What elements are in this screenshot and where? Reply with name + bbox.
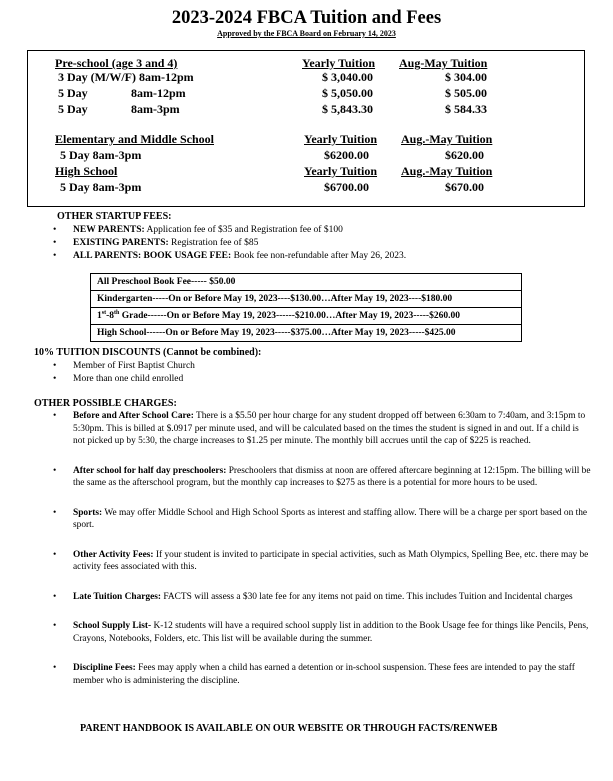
list-item-label: EXISTING PARENTS: xyxy=(73,238,169,248)
tuition-table xyxy=(27,50,585,207)
yearly-tuition-heading: Yearly Tuition xyxy=(302,56,376,70)
tuition-row-label: 3 Day (M/W/F) 8am-12pm xyxy=(58,70,194,84)
tuition-row-label: 5 Day 8am-3pm xyxy=(60,148,142,162)
tuition-row xyxy=(28,85,584,101)
charges-heading: OTHER POSSIBLE CHARGES: xyxy=(34,398,177,409)
list-item-label: NEW PARENTS: xyxy=(73,225,145,235)
list-item xyxy=(53,224,593,237)
list-item-text: If your student is invited to participate in special activities, such as Math Olympics, Spelling Bee, etc. there may be activity fees associated with this. xyxy=(73,549,589,572)
tuition-row-label: 5 Day xyxy=(58,102,88,116)
ordinal-suffix: st xyxy=(101,310,107,317)
book-fee-cell: All Preschool Book Fee----- $50.00 xyxy=(91,274,522,291)
list-item xyxy=(53,662,593,687)
startup-fees-list xyxy=(53,224,593,263)
list-item-text: There is a $5.50 per hour charge for any student dropped off between 6:30am to 7:40am, and 3:15pm to 5:30pm. This is billed at $.0917 per minute used, and will be calculated based on the times the student is signed in and out. If a child is not picked up by 5:30, the charge increases to $1.25 per minute. The monthly bill accrues until the cap of $225 is reached. xyxy=(73,411,586,446)
list-item xyxy=(53,591,593,604)
list-item xyxy=(53,250,593,263)
tuition-row-monthly: $ 505.00 xyxy=(445,86,487,100)
list-item xyxy=(53,237,593,250)
highschool-header-row xyxy=(28,163,584,179)
table-row xyxy=(91,308,522,325)
tuition-row xyxy=(28,101,584,117)
page-title: 2023-2024 FBCA Tuition and Fees xyxy=(171,8,442,28)
preschool-heading: Pre-school (age 3 and 4) xyxy=(55,56,178,70)
list-item xyxy=(53,373,353,386)
tuition-row-monthly: $620.00 xyxy=(445,148,484,162)
tuition-row-monthly: $ 584.33 xyxy=(445,102,487,116)
list-item-text: Preschoolers that dismiss at noon are offered aftercare beginning at 12:15pm. The billing will be the same as the afterschool program, but the monthly cap increases to $275 as there is a potential for more hours to be used. xyxy=(73,465,591,488)
list-item xyxy=(53,360,353,373)
elementary-heading: Elementary and Middle School xyxy=(55,132,215,146)
grade-end: -8 xyxy=(106,311,115,322)
list-item-text: We may offer Middle School and High School Sports as interest and staffing allow. There will be a charge per sport based on the sport. xyxy=(73,507,588,530)
monthly-tuition-heading: Aug.-May Tuition xyxy=(401,164,493,178)
list-item-text: Application fee of $35 and Registration fee of $100 xyxy=(144,225,343,235)
list-item-text: Registration fee of $85 xyxy=(168,238,259,248)
tuition-row xyxy=(28,147,584,163)
list-item-label: Other Activity Fees: xyxy=(73,549,154,560)
startup-fees-heading: OTHER STARTUP FEES: xyxy=(57,211,172,222)
tuition-row-label: 5 Day xyxy=(58,86,88,100)
list-item-label: After school for half day preschoolers: xyxy=(73,465,227,476)
approval-subtitle: Approved by the FBCA Board on February 14, 2023 xyxy=(217,29,396,38)
book-fee-table xyxy=(90,273,522,342)
list-item-text: K-12 students will have a required school supply list in addition to the Book Usage fee for things like Pencils, Pens, Crayons, Notebooks, Folders, etc. This list will be available during the summer. xyxy=(73,621,589,644)
book-fee-cell: High School------On or Before May 19, 2023-----$375.00…After May 19, 2023-----$425.00 xyxy=(91,325,522,342)
list-item xyxy=(53,410,593,448)
book-fee-text: Grade------On or Before May 19, 2023------$210.00…After May 19, 2023-----$260.00 xyxy=(119,311,460,322)
tuition-row-monthly: $670.00 xyxy=(445,180,484,194)
tuition-row-yearly: $ 5,843.30 xyxy=(322,102,373,116)
highschool-heading: High School xyxy=(55,164,118,178)
discounts-list xyxy=(53,360,353,386)
tuition-row xyxy=(28,179,584,195)
list-item xyxy=(53,465,593,490)
list-item-label: ALL PARENTS: BOOK USAGE FEE: xyxy=(73,251,232,261)
grade-start: 1 xyxy=(97,311,102,322)
list-item-label: Discipline Fees: xyxy=(73,663,136,673)
table-row xyxy=(91,274,522,291)
discounts-heading: 10% TUITION DISCOUNTS (Cannot be combined): xyxy=(34,347,262,358)
yearly-tuition-heading: Yearly Tuition xyxy=(304,164,378,178)
list-item-label: Sports: xyxy=(73,507,103,518)
table-row xyxy=(91,325,522,342)
handbook-notice: PARENT HANDBOOK IS AVAILABLE ON OUR WEBSITE OR THROUGH FACTS/RENWEB xyxy=(80,723,498,734)
list-item-text: Fees may apply when a child has earned a detention or in-school suspension. These fees are intended to pay the staff member who is administering the discipline. xyxy=(73,663,575,686)
list-item xyxy=(53,620,593,645)
list-item xyxy=(53,549,593,574)
tuition-row-hours: 8am-3pm xyxy=(131,102,180,116)
book-fee-cell xyxy=(91,308,522,325)
list-item-text: Member of First Baptist Church xyxy=(73,361,195,371)
tuition-row-monthly: $ 304.00 xyxy=(445,70,487,84)
list-item-label: Before and After School Care: xyxy=(73,411,194,421)
monthly-tuition-heading: Aug-May Tuition xyxy=(399,56,488,70)
monthly-tuition-heading: Aug.-May Tuition xyxy=(401,132,493,146)
tuition-row xyxy=(28,69,584,85)
ordinal-suffix: th xyxy=(114,310,120,317)
table-row xyxy=(91,291,522,308)
list-item-label: School Supply List- xyxy=(73,621,152,631)
elementary-header-row xyxy=(28,131,584,147)
list-item-text: Book fee non-refundable after May 26, 2023. xyxy=(231,251,407,261)
list-item-text: More than one child enrolled xyxy=(73,374,184,384)
tuition-row-label: 5 Day 8am-3pm xyxy=(60,180,142,194)
book-fee-cell: Kindergarten-----On or Before May 19, 2023----$130.00…After May 19, 2023----$180.00 xyxy=(91,291,522,308)
tuition-row-yearly: $ 3,040.00 xyxy=(322,70,373,84)
list-item-label: Late Tuition Charges: xyxy=(73,591,162,602)
tuition-row-yearly: $ 5,050.00 xyxy=(322,86,373,100)
tuition-row-hours: 8am-12pm xyxy=(131,86,186,100)
tuition-row-yearly: $6700.00 xyxy=(324,180,369,194)
yearly-tuition-heading: Yearly Tuition xyxy=(304,132,378,146)
tuition-row-yearly: $6200.00 xyxy=(324,148,369,162)
list-item-text: FACTS will assess a $30 late fee for any items not paid on time. This includes Tuition and Incidental charges xyxy=(161,591,573,602)
list-item xyxy=(53,507,593,532)
charges-list xyxy=(53,410,593,687)
